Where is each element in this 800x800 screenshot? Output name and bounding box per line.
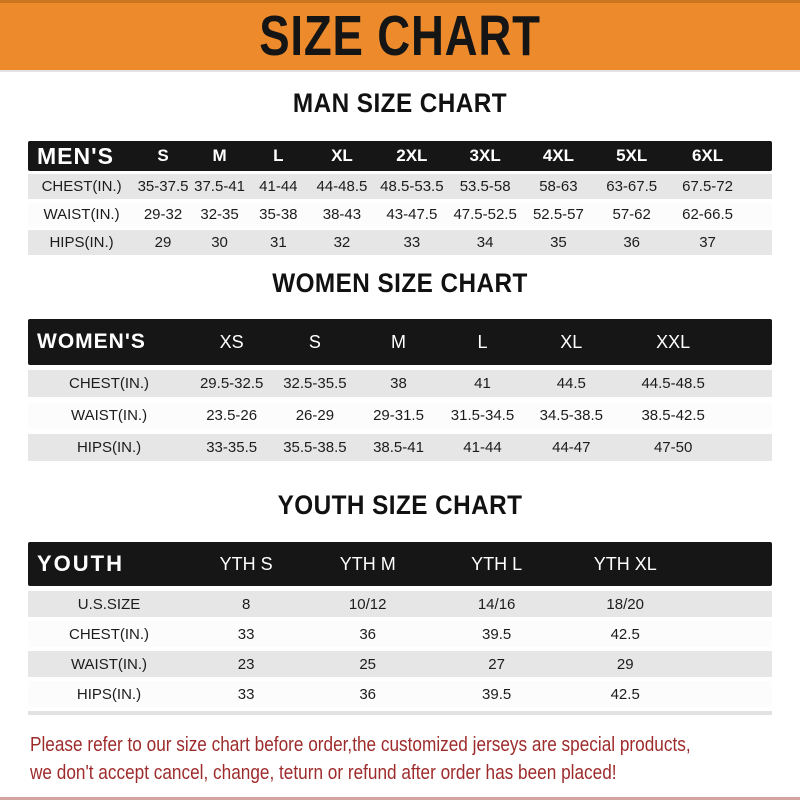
women-size-value: 44-47 <box>552 439 591 456</box>
youth-size-section <box>0 489 800 715</box>
women-size-value: 32.5-35.5 <box>283 375 347 392</box>
men-size-column-header: 5XL <box>616 146 648 165</box>
men-size-column-header: L <box>273 146 284 165</box>
women-table-row <box>28 434 772 461</box>
men-size-value: 34 <box>476 234 494 251</box>
page-title: SIZE CHART <box>259 4 541 68</box>
men-size-value: 29 <box>154 234 172 251</box>
men-size-value: 31 <box>269 234 287 251</box>
men-size-column-header: 2XL <box>396 146 428 165</box>
youth-size-chart-heading: YOUTH SIZE CHART <box>277 490 523 520</box>
youth-size-value: 10/12 <box>348 595 387 613</box>
youth-row-label: CHEST(IN.) <box>69 625 150 643</box>
women-table-row <box>28 402 772 429</box>
men-size-value: 47.5-52.5 <box>453 206 517 223</box>
women-size-value: 26-29 <box>295 407 335 424</box>
women-row-label: WAIST(IN.) <box>70 407 148 424</box>
men-size-value: 63-67.5 <box>606 178 658 195</box>
youth-size-column-header: YTH XL <box>593 553 657 574</box>
youth-size-value: 8 <box>241 595 251 613</box>
youth-row-label: HIPS(IN.) <box>76 685 142 703</box>
youth-size-value: 33 <box>237 625 255 643</box>
women-size-value: 29-31.5 <box>373 407 424 424</box>
disclaimer-line-1: Please refer to our size chart before order,the customized jerseys are special products, <box>30 734 691 756</box>
youth-size-value: 36 <box>359 625 377 643</box>
youth-size-value: 42.5 <box>610 685 640 703</box>
men-row-label: CHEST(IN.) <box>41 178 122 195</box>
men-size-value: 67.5-72 <box>682 178 733 195</box>
man-size-chart-heading: MAN SIZE CHART <box>292 88 508 118</box>
youth-table-row <box>28 591 772 617</box>
men-size-table <box>28 141 772 255</box>
men-size-column-header: 6XL <box>691 146 724 165</box>
men-size-value: 35-37.5 <box>137 178 189 195</box>
youth-row-label: WAIST(IN.) <box>70 655 148 673</box>
youth-size-column-header: YTH S <box>219 553 273 574</box>
women-size-column-header: M <box>391 331 406 352</box>
women-row-label: CHEST(IN.) <box>69 375 150 392</box>
youth-size-value: 29 <box>616 655 634 673</box>
men-size-value: 32 <box>333 234 351 251</box>
men-size-value: 57-62 <box>612 206 651 223</box>
men-size-value: 62-66.5 <box>682 206 733 223</box>
youth-table-row <box>28 651 772 677</box>
men-size-value: 35 <box>550 234 567 251</box>
men-size-value: 52.5-57 <box>532 206 584 223</box>
women-size-value: 35.5-38.5 <box>283 439 347 456</box>
women-size-value: 33-35.5 <box>206 439 258 456</box>
women-size-column-header: XL <box>560 331 583 352</box>
youth-size-table <box>28 542 772 715</box>
youth-size-column-header: YTH M <box>339 553 396 574</box>
men-size-value: 35-38 <box>259 206 298 223</box>
youth-size-value: 42.5 <box>610 625 640 643</box>
women-size-value: 34.5-38.5 <box>539 407 603 424</box>
women-size-value: 38.5-42.5 <box>641 407 705 424</box>
men-size-value: 32-35 <box>200 206 239 223</box>
men-table-row <box>28 202 772 227</box>
men-size-column-header: M <box>212 146 227 165</box>
disclaimer-line-2: we don't accept cancel, change, teturn or refund after order has been placed! <box>30 762 617 784</box>
men-size-column-header: S <box>157 146 169 165</box>
women-size-value: 44.5-48.5 <box>641 375 705 392</box>
men-size-value: 53.5-58 <box>459 178 511 195</box>
women-size-value: 44.5 <box>556 375 586 392</box>
youth-size-value: 39.5 <box>482 625 512 643</box>
youth-size-value: 18/20 <box>606 595 644 613</box>
men-size-value: 33 <box>403 234 421 251</box>
women-size-value: 47-50 <box>653 439 693 456</box>
women-size-chart-heading: WOMEN SIZE CHART <box>272 268 528 298</box>
women-size-column-header: XXL <box>656 331 691 352</box>
women-size-value: 23.5-26 <box>206 407 258 424</box>
women-table-header-bar <box>28 319 772 365</box>
youth-table-corner-label: YOUTH <box>37 551 124 576</box>
youth-size-value: 14/16 <box>477 595 516 613</box>
youth-size-value: 36 <box>359 685 377 703</box>
women-size-table <box>28 319 772 461</box>
men-size-column-header: 3XL <box>469 146 501 165</box>
men-table-header-bar <box>28 141 772 171</box>
men-size-value: 29-32 <box>143 206 183 223</box>
men-row-label: HIPS(IN.) <box>49 234 114 251</box>
youth-size-value: 39.5 <box>482 685 512 703</box>
men-size-value: 48.5-53.5 <box>380 178 444 195</box>
men-size-value: 41-44 <box>259 178 298 195</box>
men-size-column-header: XL <box>331 146 353 165</box>
women-size-column-header: XS <box>219 331 244 352</box>
men-size-section <box>0 87 800 255</box>
men-size-column-header: 4XL <box>542 146 574 165</box>
women-size-column-header: L <box>477 331 488 352</box>
men-row-label: WAIST(IN.) <box>43 206 120 223</box>
women-size-section <box>0 267 800 461</box>
men-size-value: 30 <box>211 234 228 251</box>
men-size-value: 43-47.5 <box>386 206 438 223</box>
men-size-value: 58-63 <box>539 178 578 195</box>
youth-table-row <box>28 621 772 647</box>
youth-table-row <box>28 681 772 707</box>
youth-row-label: U.S.SIZE <box>77 595 141 613</box>
women-size-value: 31.5-34.5 <box>450 407 515 424</box>
men-table-row <box>28 230 772 255</box>
women-size-value: 41 <box>474 375 491 392</box>
men-table-row <box>28 174 772 199</box>
men-size-value: 36 <box>623 234 641 251</box>
women-size-value: 38.5-41 <box>373 439 424 456</box>
women-table-row <box>28 370 772 397</box>
youth-table-header-bar <box>28 542 772 586</box>
women-size-value: 38 <box>390 375 407 392</box>
men-table-corner-label: MEN'S <box>37 142 114 169</box>
men-size-value: 44-48.5 <box>316 178 368 195</box>
youth-size-value: 25 <box>359 655 377 673</box>
youth-size-value: 33 <box>237 685 255 703</box>
disclaimer-note <box>30 731 800 787</box>
women-size-column-header: S <box>308 331 321 352</box>
youth-size-value: 27 <box>488 655 505 673</box>
women-row-label: HIPS(IN.) <box>76 439 142 456</box>
men-size-value: 37.5-41 <box>194 178 245 195</box>
youth-size-column-header: YTH L <box>471 553 523 574</box>
women-size-value: 29.5-32.5 <box>199 375 264 392</box>
youth-size-value: 23 <box>237 655 255 673</box>
men-size-value: 38-43 <box>322 206 362 223</box>
women-size-value: 41-44 <box>463 439 502 456</box>
men-size-value: 37 <box>699 234 716 251</box>
size-chart-banner <box>0 0 800 72</box>
women-table-corner-label: WOMEN'S <box>37 330 146 353</box>
youth-table-bottom-strip <box>28 711 772 715</box>
